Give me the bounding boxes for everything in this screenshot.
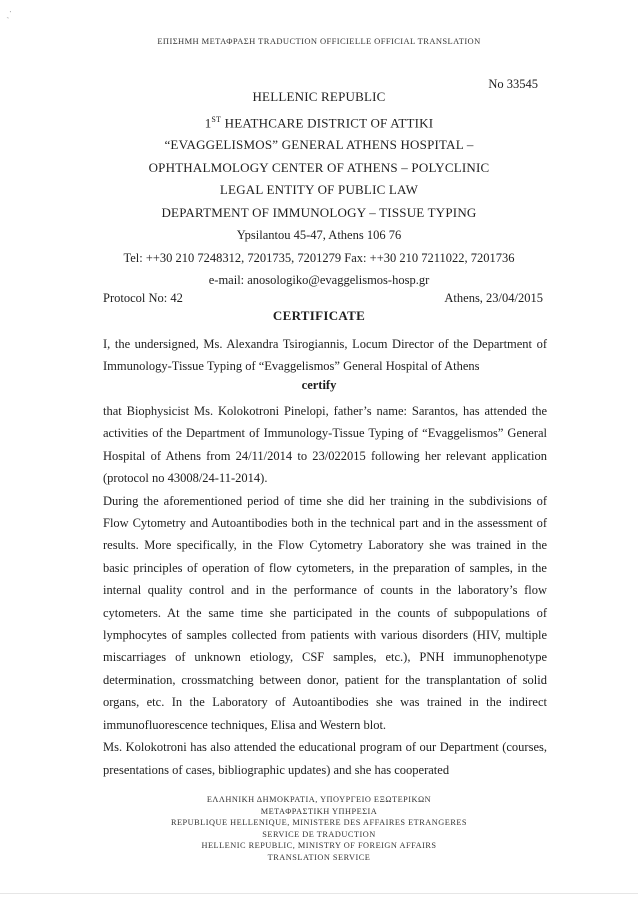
scan-mark: ˎ ·	[2, 6, 15, 20]
header-district-suffix: ST	[211, 114, 222, 124]
protocol-number: Protocol No: 42	[103, 291, 183, 305]
footer-line-greek-1: ΕΛΛΗΝΙΚΗ ΔΗΜΟΚΡΑΤΙΑ, ΥΠΟΥΡΓΕΙΟ ΕΞΩΤΕΡΙΚΩΝ	[206, 795, 432, 804]
place-date: Athens, 23/04/2015	[444, 291, 543, 305]
header-district-name: HEATHCARE DISTRICT OF ATTIKI	[221, 114, 434, 130]
footer-line-french-2: SERVICE DE TRADUCTION	[262, 829, 376, 839]
header-phones: Tel: ++30 210 7248312, 7201735, 7201279 Fax: ++30 210 7211022, 7201736	[123, 250, 515, 265]
header-district-number: 1	[204, 114, 212, 130]
paragraph-education: Ms. Kolokotroni has also attended the educational program of our Department (courses, presentations of cases, bibliographic updates) and she has cooperated	[103, 740, 547, 777]
document-number: No 33545	[488, 77, 538, 91]
intro-text: I, the undersigned, Ms. Alexandra Tsirogiannis, Locum Director of the Department of Immunology-Tissue Typing of “Evaggelismos” General Hospital of Athens	[103, 337, 547, 374]
header-department: DEPARTMENT OF IMMUNOLOGY – TISSUE TYPING	[161, 204, 477, 220]
header-district	[0, 109, 638, 135]
certify-heading: certify	[301, 378, 337, 392]
letterhead	[0, 86, 638, 292]
certificate-title: CERTIFICATE	[272, 308, 366, 323]
header-country: HELLENIC REPUBLIC	[252, 89, 386, 104]
header-legal-entity: LEGAL ENTITY OF PUBLIC LAW	[219, 182, 419, 198]
certificate-body	[103, 400, 547, 781]
paragraph-training: During the aforementioned period of time she did her training in the subdivisions of Flow Cytometry and Autoantibodies both in the technical part and in the assessment of results. More specifically, in the Flow Cytometry Laboratory she was trained in the basic principles of operation of flow cytometers, in the preparation of samples, in the internal quality control and in the performance of counts in the laboratory’s flow cytometers. At the same time she participated in the counts of subpopulations of lymphocytes of samples collected from patients with various disorders (HIV, multiple miscarriages of unknown etiology, CSF samples, etc.), PNH immunophenotype determination, crossmatching between donor, patient for the transplantation of solid organs, etc. In the Laboratory of Autoantibodies she was trained in the indirect immunofluorescence techniques, Elisa and Western blot.	[103, 493, 547, 732]
footer-line-greek-2: ΜΕΤΑΦΡΑΣΤΙΚΗ ΥΠΗΡΕΣΙΑ	[260, 806, 378, 816]
footer-line-french-1: REPUBLIQUE HELLENIQUE, MINISTERE DES AFFAIRES ETRANGERES	[170, 818, 468, 827]
translation-service-stamp	[0, 794, 638, 863]
header-center: OPHTHALMOLOGY CENTER OF ATHENS – POLYCLINIC	[148, 159, 490, 175]
footer-line-english-2: TRANSLATION SERVICE	[267, 852, 371, 862]
header-address: Ypsilantou 45-47, Athens 106 76	[236, 228, 402, 243]
header-email: e-mail: anosologiko@evaggelismos-hosp.gr	[208, 273, 430, 288]
footer-line-english-1: HELLENIC REPUBLIC, MINISTRY OF FOREIGN AFFAIRS	[201, 841, 437, 850]
paragraph-attendance: that Biophysicist Ms. Kolokotroni Pinelopi, father’s name: Sarantos, has attended the activities of the Department of Immunology-Tissue Typing of “Evaggelismos” General Hospital of Athens from 24/11/2014 to 23/022015 following her relevant application (protocol no 43008/24-11-2014).	[103, 404, 547, 486]
intro-paragraph	[103, 333, 547, 378]
header-hospital: “EVAGGELISMOS” GENERAL ATHENS HOSPITAL –	[164, 137, 474, 153]
official-translation-banner: ΕΠΙΣΗΜΗ ΜΕΤΑΦΡΑΣΗ TRADUCTION OFFICIELLE OFFICIAL TRANSLATION	[157, 36, 481, 46]
page-bottom-edge	[0, 893, 638, 894]
